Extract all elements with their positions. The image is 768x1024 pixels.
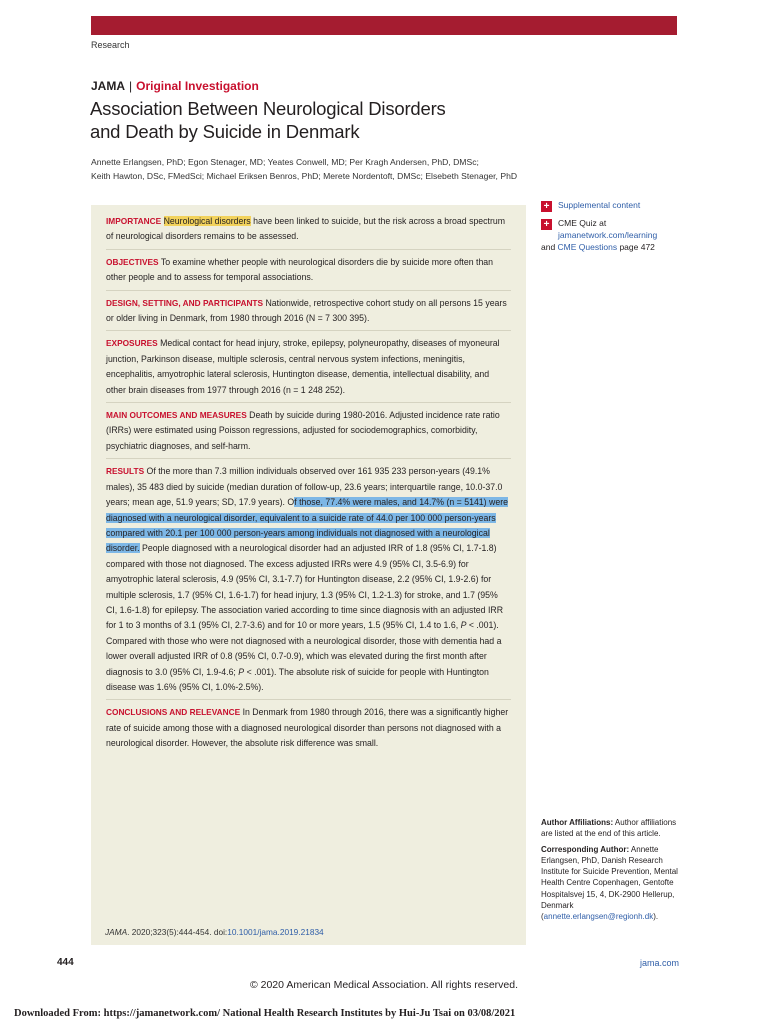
journal-line [91, 79, 259, 93]
cme-questions-line [541, 241, 691, 253]
corresponding-author-text: Annette Erlangsen, PhD, Danish Research Institute for Suicide Prevention, Mental Health Centre Copenhagen, Gentofte Hospitalsvej 15, 4, DK-2900 Hellerup, Denmark ( [541, 844, 678, 922]
author-affiliations-text: Author affiliations are listed at the end of this article. [541, 818, 677, 839]
journal-name: JAMA [91, 79, 126, 93]
abstract-exposures [106, 336, 511, 403]
journal-separator: | [129, 79, 133, 93]
outcomes-text: Death by suicide during 1980-2016. Adjusted incidence rate ratio (IRRs) were estimated using Poisson regressions, adjusted for sociodemographics, comorbidity, psychiatric diagnoses, and self-harm. [106, 410, 500, 451]
design-text: Nationwide, retrospective cohort study on all persons 15 years or older living in Denmark, from 1980 through 2016 (N = 7 300 395). [106, 297, 507, 324]
results-text-before: Of the more than 7.3 million individuals observed over 161 935 233 person-years (49.1% males), 35 483 died by suicide (median duration of follow-up, 23.6 years; interquartile range, 10.0-37.0 years; mean age, 51.9 years; SD, 17.9 years). O [106, 466, 503, 508]
objectives-text: To examine whether people with neurological disorders die by suicide more often than other people and to assess for temporal associations. [106, 256, 494, 283]
supplemental-content-item[interactable] [541, 199, 691, 211]
cme-and: and [541, 242, 558, 252]
objectives-heading: OBJECTIVES [106, 256, 159, 267]
abstract-objectives [106, 255, 511, 291]
cme-quiz-item [541, 217, 691, 253]
title-line-2: and Death by Suicide in Denmark [90, 121, 360, 142]
citation [105, 927, 324, 937]
corresponding-author [541, 844, 681, 923]
importance-highlight: Neurological disorders [163, 216, 251, 226]
outcomes-heading: MAIN OUTCOMES AND MEASURES [106, 410, 247, 421]
results-text-after-1: People diagnosed with a neurological disorder had an adjusted IRR of 1.8 (95% CI, 1.7-1.8) compared with those not diagnosed. The excess adjusted IRRs were 4.9 (95% CI, 3.5-6.9) for amyotrophic lateral sclerosis, 4.9 (95% CI, 3.1-7.7) for Huntington disease, 2.2 (95% CI, 1.9-2.6) for multiple sclerosis, 1.7 (95% CI, 1.6-1.7) for head injury, 1.3 (95% CI, 1.2-1.3) for stroke, and 1.7 (95% CI, 1.6-1.8) for epilepsy. The association varied according to time since diagnosis with an adjusted IRR for 1 to 3 months of 3.1 (95% CI, 2.7-3.6) and for 10 or more years, 1.5 (95% CI, 1.4 to 1.6, [106, 543, 504, 631]
importance-heading: IMPORTANCE [106, 216, 162, 226]
authors-line-2: Keith Hawton, DSc, FMedSci; Michael Eriksen Benros, PhD; Merete Nordentoft, DMSc; Elsebeth Stenager, PhD [91, 170, 518, 181]
cme-learning-link[interactable]: jamanetwork.com/learning [558, 230, 658, 240]
abstract-design [106, 296, 511, 332]
abstract-box [91, 205, 526, 945]
abstract-results [106, 464, 511, 700]
title-line-1: Association Between Neurological Disorders [90, 98, 446, 119]
author-affiliations [541, 817, 681, 840]
corresponding-author-close: ). [653, 912, 659, 922]
cme-questions-link[interactable]: CME Questions [557, 242, 618, 252]
affiliations [541, 817, 681, 927]
article-title [90, 97, 510, 143]
results-text-after-3: < .001). The absolute risk of suicide for people with Huntington disease was 1.6% (95% CI, 1.0%-2.5%). [106, 666, 489, 692]
corresponding-author-heading: Corresponding Author: [541, 844, 630, 854]
p-symbol: P [238, 666, 245, 677]
article-type: Original Investigation [136, 79, 259, 93]
site-link[interactable]: jama.com [640, 958, 680, 968]
results-heading: RESULTS [106, 466, 145, 477]
p-symbol: P [460, 620, 467, 631]
author-list [91, 156, 551, 183]
copyright-notice: © 2020 American Medical Association. All rights reserved. [249, 979, 519, 991]
plus-icon: + [541, 219, 552, 230]
abstract-importance [106, 214, 511, 250]
results-text-after-2: < .001). Compared with those who were not diagnosed with a neurological disorder, those with dementia had a lower overall adjusted IRR of 0.8 (95% CI, 0.7-0.9), which was elevated during the first month after diagnosis to 3.0 (95% CI, 1.9-4.6; [106, 620, 502, 677]
section-label: Research [91, 40, 130, 50]
authors-line-1: Annette Erlangsen, PhD; Egon Stenager, MD; Yeates Conwell, MD; Per Kragh Andersen, PhD, DMSc; [91, 157, 479, 167]
design-heading: DESIGN, SETTING, AND PARTICIPANTS [106, 297, 264, 308]
doi-link[interactable]: 10.1001/jama.2019.21834 [227, 927, 324, 937]
page-number: 444 [57, 957, 74, 968]
header-color-bar [91, 16, 677, 35]
abstract-conclusions [106, 705, 511, 755]
plus-icon: + [541, 201, 552, 212]
exposures-text: Medical contact for head injury, stroke, epilepsy, polyneuropathy, diseases of myoneural junction, Parkinson disease, multiple sclerosis, central nervous system infections, meningitis, encephalitis, amyotrophic lateral sclerosis, Huntington disease, dementia, intellectual disability, and other brain diseases from 1977 through 2016 (n = 1 248 252). [106, 338, 500, 395]
cme-quiz-at: at [596, 218, 607, 228]
download-watermark: Downloaded From: https://jamanetwork.com/ National Health Research Institutes by Hui-Ju Tsai on 03/08/2021 [14, 1008, 516, 1019]
citation-ref: . 2020;323(5):444-454. doi: [127, 927, 228, 937]
citation-journal: JAMA [105, 927, 128, 937]
cme-quiz-label: CME Quiz [558, 218, 597, 228]
importance-text: have been linked to suicide, but the risk across a broad spectrum of neurological disorders remains to be assessed. [106, 216, 506, 242]
conclusions-text: In Denmark from 1980 through 2016, there was a significantly higher rate of suicide among those with a diagnosed neurological disorder than persons not diagnosed with a neurological disorder. However, the absolute risk difference was small. [106, 707, 509, 749]
abstract-outcomes [106, 408, 511, 459]
results-highlight: f those, 77.4% were males, and 14.7% (n = 5141) were diagnosed with a neurological disorder, equivalent to a suicide rate of 44.0 per 100 000 person-years compared with 20.1 per 100 000 person-years among individuals not diagnosed with a neurological disorder. [106, 497, 508, 554]
email-link[interactable]: annette.erlangsen@regionh.dk [543, 912, 654, 922]
cme-page: page 472 [617, 242, 655, 252]
author-affiliations-heading: Author Affiliations: [541, 818, 614, 827]
supplemental-content-link[interactable]: Supplemental content [558, 200, 641, 210]
sidebar-links [541, 199, 691, 259]
conclusions-heading: CONCLUSIONS AND RELEVANCE [106, 707, 241, 718]
exposures-heading: EXPOSURES [106, 338, 158, 349]
